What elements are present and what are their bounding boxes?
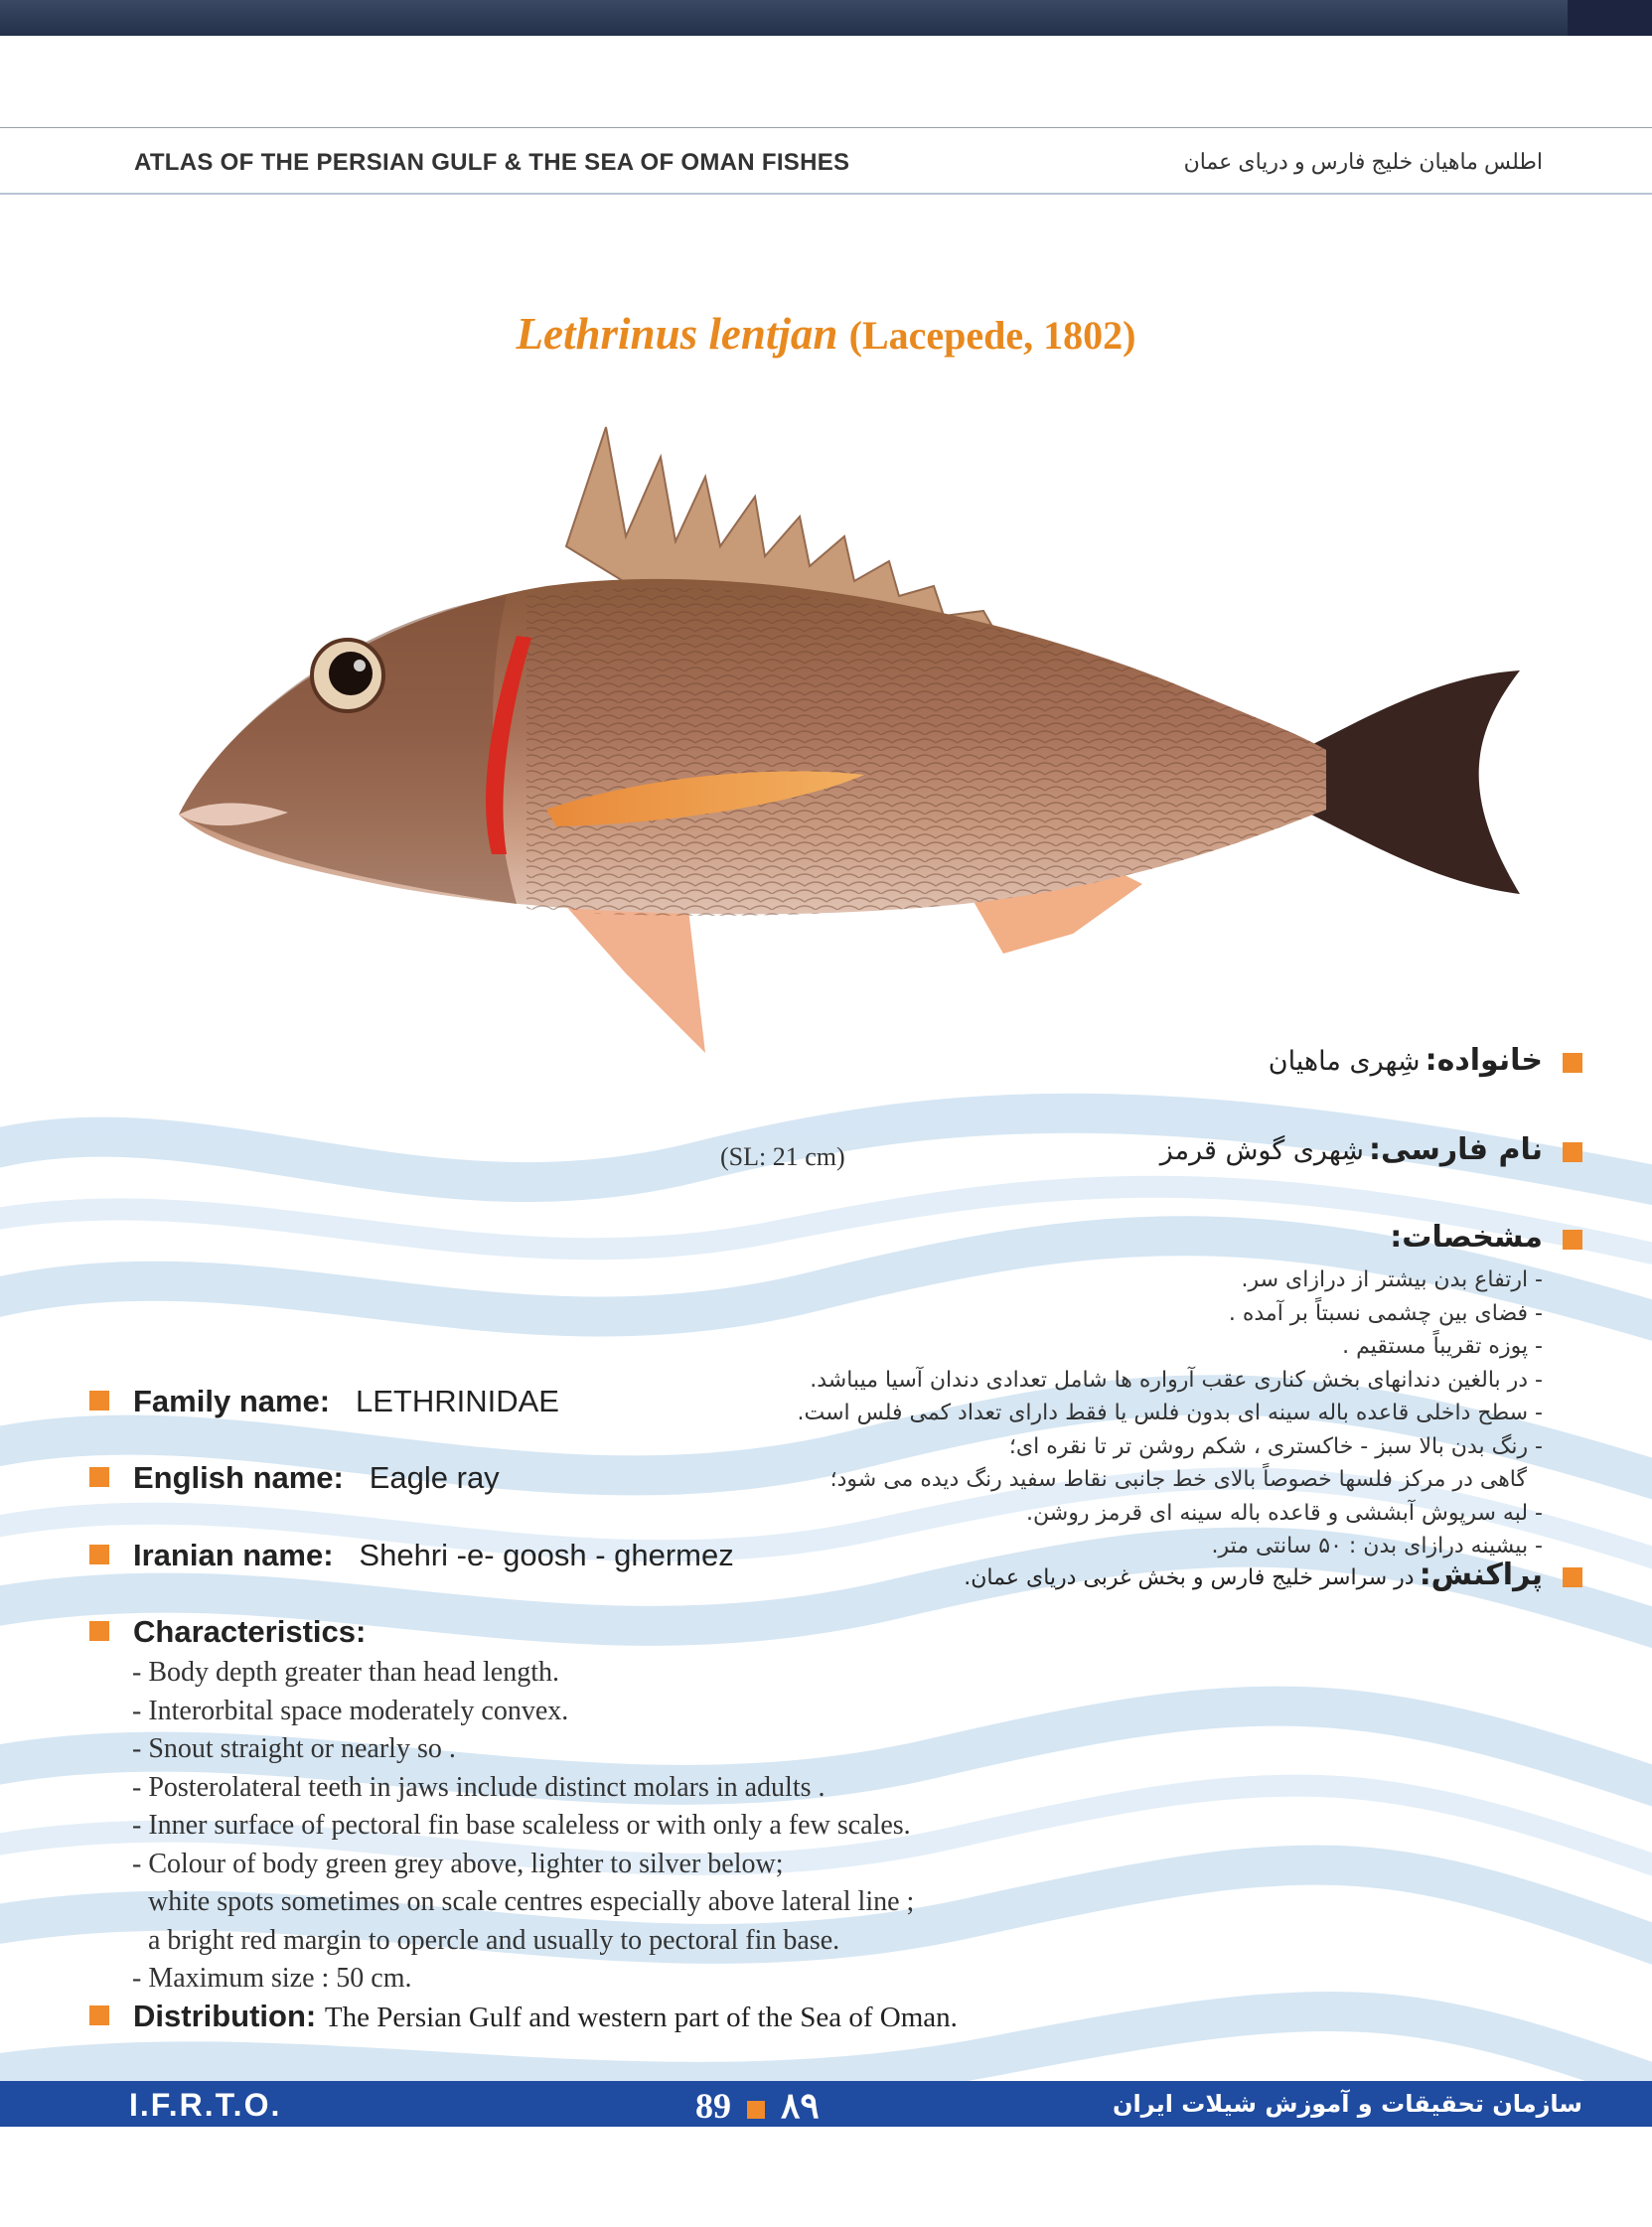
persian-name-label: نام فارسی: (1369, 1132, 1543, 1167)
persian-family-value: شِهری ماهیان (1268, 1046, 1421, 1077)
characteristic-item: - Colour of body green grey above, lighter to silver below; (132, 1848, 784, 1879)
bullet-icon (89, 2005, 109, 2025)
characteristic-item: - Body depth greater than head length. (132, 1657, 559, 1688)
running-title-english: ATLAS OF THE PERSIAN GULF & THE SEA OF OMAN FISHES (134, 149, 850, 176)
bullet-icon (1563, 1142, 1582, 1162)
bullet-icon (1563, 1567, 1582, 1587)
running-title-persian: اطلس ماهیان خلیج فارس و دریای عمان (1183, 149, 1543, 174)
characteristics-list (132, 1654, 914, 1999)
persian-characteristic-item: - رنگ بدن بالا سبز - خاکستری ، شکم روشن تر تا نقره ای؛ (1008, 1433, 1543, 1459)
characteristic-item: - Inner surface of pectoral fin base scaleless or with only a few scales. (132, 1810, 911, 1841)
specimen-size: (SL: 21 cm) (720, 1142, 845, 1171)
persian-characteristic-item: - ارتفاع بدن بیشتر از درازای سر. (1241, 1267, 1543, 1292)
english-name-label: English name: (133, 1460, 344, 1495)
persian-family-label: خانواده: (1425, 1043, 1543, 1078)
top-edge-corner (1568, 0, 1652, 36)
distribution-value: The Persian Gulf and western part of the Sea of Oman. (324, 2002, 958, 2033)
persian-family-row (1269, 1043, 1543, 1078)
fish-illustration (149, 417, 1540, 1103)
persian-distribution-row (964, 1558, 1543, 1592)
persian-name-row (1160, 1132, 1543, 1167)
characteristic-item: - Interorbital space moderately convex. (132, 1695, 569, 1726)
persian-distribution-value: در سراسر خلیج فارس و بخش غربی دریای عمان. (964, 1565, 1415, 1590)
page-number (695, 2085, 820, 2127)
bullet-icon (89, 1467, 109, 1487)
english-name-value: Eagle ray (369, 1460, 500, 1495)
persian-characteristic-item: - پوزه تقریباً مستقیم . (1342, 1334, 1543, 1359)
characteristic-item: - Snout straight or nearly so . (132, 1733, 456, 1764)
bullet-icon (1563, 1230, 1582, 1250)
characteristic-item: - Posterolateral teeth in jaws include distinct molars in adults . (132, 1771, 826, 1803)
characteristic-item: - Maximum size : 50 cm. (132, 1963, 412, 1994)
characteristics-label: Characteristics: (133, 1614, 367, 1649)
distribution-label: Distribution: (133, 1999, 317, 2033)
bullet-icon (1563, 1053, 1582, 1073)
footer-organization-persian: سازمان تحقیقات و آموزش شیلات ایران (1113, 2090, 1582, 2118)
bullet-icon (89, 1621, 109, 1641)
persian-characteristic-item: - بیشینه درازای بدن : ۵۰ سانتی متر. (1211, 1534, 1543, 1559)
header-rule-top (0, 127, 1652, 128)
header-rule-bottom (0, 193, 1652, 195)
characteristic-item: a bright red margin to opercle and usually to pectoral fin base. (148, 1924, 840, 1956)
persian-characteristic-item: - در بالغین دندانهای بخش کناری عقب آرواره ها شامل تعدادی دندان آسیا میباشد. (810, 1367, 1543, 1393)
persian-characteristic-item: - فضای بین چشمی نسبتاً بر آمده . (1228, 1300, 1543, 1326)
persian-characteristic-item: گاهی در مرکز فلسها خصوصاً بالای خط جانبی نقاط سفید رنگ دیده می شود؛ (829, 1467, 1527, 1492)
bullet-icon (747, 2101, 765, 2119)
species-author: (Lacepede, 1802) (848, 313, 1136, 358)
footer-organization-abbrev: I.F.R.T.O. (129, 2087, 282, 2123)
bullet-icon (89, 1391, 109, 1410)
persian-characteristics-list (798, 1263, 1543, 1563)
scientific-name: Lethrinus lentjan (516, 309, 838, 359)
family-label: Family name: (133, 1384, 331, 1418)
iranian-name-label: Iranian name: (133, 1538, 334, 1572)
characteristic-item: white spots sometimes on scale centres especially above lateral line ; (148, 1886, 915, 1917)
iranian-name-value: Shehri -e- goosh - ghermez (359, 1538, 734, 1572)
page-number-persian: ۸۹ (781, 2086, 820, 2126)
species-title (0, 308, 1652, 360)
top-edge-band (0, 0, 1652, 36)
persian-characteristics-label: مشخصات: (1390, 1220, 1543, 1255)
page-number-latin: 89 (695, 2086, 731, 2126)
persian-distribution-label: پراکنش: (1419, 1558, 1543, 1592)
persian-characteristic-item: - لبه سرپوش آبششی و قاعده باله سینه ای قرمز روشن. (1026, 1500, 1543, 1526)
persian-name-value: شِهری گوش قرمز (1159, 1135, 1364, 1166)
bullet-icon (89, 1545, 109, 1564)
family-value: LETHRINIDAE (355, 1384, 559, 1418)
persian-characteristics-row (1390, 1220, 1543, 1255)
persian-characteristic-item: - سطح داخلی قاعده باله سینه ای بدون فلس یا فقط دارای تعداد کمی فلس است. (797, 1401, 1543, 1425)
